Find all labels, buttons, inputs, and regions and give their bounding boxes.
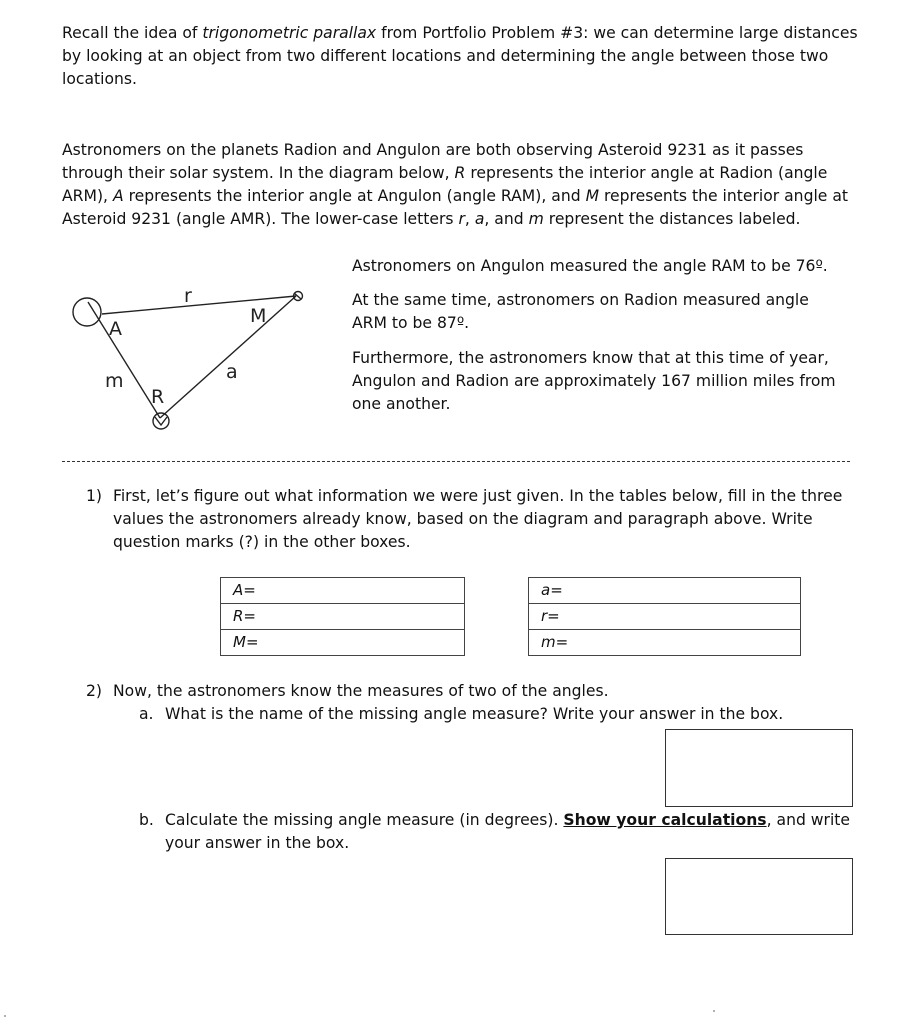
angulon-planet-icon bbox=[73, 298, 101, 326]
side-r-cell[interactable]: r= bbox=[529, 604, 801, 630]
table-row bbox=[221, 578, 465, 604]
setup-paragraph: Astronomers on the planets Radion and Angulon are both observing Asteroid 9231 as it passes through their solar system. In the diagram below, R represents the interior angle at Radion (angle ARM), A represents the interior angle at Angulon (angle RAM), and M represents the interior angle at Asteroid 9231 (angle AMR). The lower-case letters r, a, and m represent the distances labeled. bbox=[62, 141, 849, 228]
question-2a-label: a. bbox=[139, 705, 154, 723]
label-a: a bbox=[226, 361, 238, 383]
angle-M-cell[interactable]: M= bbox=[221, 630, 465, 656]
question-2b-text: Calculate the missing angle measure (in degrees). Show your calculations, and write your answer in the box. bbox=[165, 811, 851, 852]
side-a-line bbox=[160, 296, 296, 418]
label-m: m bbox=[105, 370, 124, 392]
question-1-number: 1) bbox=[86, 487, 103, 505]
intro-paragraph: Recall the idea of trigonometric parallax from Portfolio Problem #3: we can determine large distances by looking at an object from two different locations and determining the angle between those two locations. bbox=[62, 24, 858, 88]
radion-marker-icon bbox=[155, 417, 167, 425]
fact-angle-ram: Astronomers on Angulon measured the angle RAM to be 76º. bbox=[352, 257, 828, 275]
question-1-text: First, let’s figure out what information we were just given. In the tables below, fill in the three values the astronomers already know, based on the diagram and paragraph above. Write question marks (?) in the other boxes. bbox=[113, 487, 843, 551]
sides-table bbox=[528, 577, 801, 656]
table-row bbox=[529, 630, 801, 656]
question-2-number: 2) bbox=[86, 682, 103, 700]
answer-box-2a[interactable] bbox=[665, 729, 853, 807]
angle-A-cell[interactable]: A= bbox=[221, 578, 465, 604]
label-M: M bbox=[250, 305, 267, 327]
question-2a-text: What is the name of the missing angle measure? Write your answer in the box. bbox=[165, 705, 784, 723]
radion-planet-icon bbox=[153, 413, 169, 429]
label-r: r bbox=[184, 285, 192, 307]
parallax-triangle-diagram bbox=[60, 272, 330, 442]
side-r-line bbox=[102, 296, 296, 314]
question-2-text: Now, the astronomers know the measures of two of the angles. bbox=[113, 682, 609, 700]
side-a-cell[interactable]: a= bbox=[529, 578, 801, 604]
scan-speck bbox=[713, 1010, 715, 1012]
dashed-divider bbox=[62, 461, 850, 462]
table-row bbox=[221, 604, 465, 630]
table-row bbox=[529, 604, 801, 630]
table-row bbox=[529, 578, 801, 604]
label-R: R bbox=[151, 386, 165, 408]
angles-table bbox=[220, 577, 465, 656]
angle-R-cell[interactable]: R= bbox=[221, 604, 465, 630]
fact-distance: Furthermore, the astronomers know that at this time of year, Angulon and Radion are approximately 167 million miles from one another. bbox=[352, 349, 836, 413]
table-row bbox=[221, 630, 465, 656]
question-2b-label: b. bbox=[139, 811, 154, 829]
answer-box-2b[interactable] bbox=[665, 858, 853, 935]
side-m-cell[interactable]: m= bbox=[529, 630, 801, 656]
show-calculations-emphasis: Show your calculations bbox=[563, 811, 767, 829]
scan-speck bbox=[4, 1015, 6, 1017]
fact-angle-arm: At the same time, astronomers on Radion measured angle ARM to be 87º. bbox=[352, 291, 809, 332]
label-A: A bbox=[109, 318, 122, 340]
